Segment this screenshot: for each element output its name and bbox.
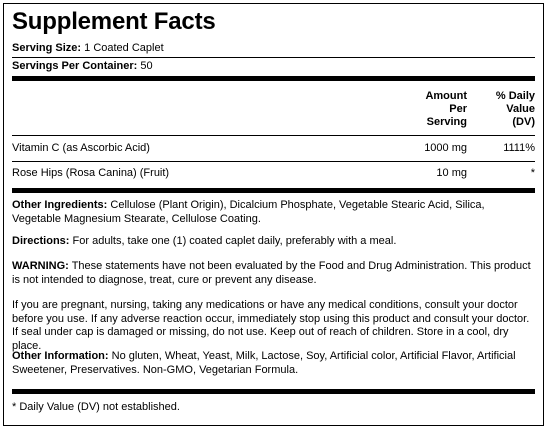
other-ingredients [12, 199, 531, 226]
other-ingredients-text: Cellulose (Plant Origin), Dicalcium Phosphate, Vegetable Stearic Acid, Silica, Vegetable Magnesium Stearate, Cellulose Coating. [12, 199, 485, 225]
dv-header-line: % Daily [495, 90, 535, 102]
caution-text: If you are pregnant, nursing, taking any medications or have any medical conditions, consult your doctor before you use. If any adverse reaction occur, immediately stop using this product and consult your doctor. If seal under cap is damaged or missing, do not use. Keep out of reach of children. Store in a cool, dry place. [12, 299, 530, 352]
nutrient-daily-value: * [530, 167, 535, 179]
warning [12, 260, 531, 287]
footnote: * Daily Value (DV) not established. [12, 401, 180, 413]
other-information [12, 350, 531, 377]
divider [12, 135, 535, 136]
warning-text: These statements have not been evaluated by the Food and Drug Administration. This product is not intended to diagnose, treat, cure or prevent any disease. [12, 260, 531, 286]
label-inner [12, 4, 535, 425]
directions-text: For adults, take one (1) coated caplet daily, preferably with a meal. [72, 235, 397, 247]
directions-label: Directions: [12, 235, 70, 247]
serving-size [12, 42, 164, 54]
amount-header-line: Per [449, 103, 467, 115]
serving-size-label: Serving Size: [12, 42, 82, 54]
divider [12, 161, 535, 162]
nutrient-name: Vitamin C (as Ascorbic Acid) [12, 142, 150, 154]
nutrient-daily-value: 1111% [503, 142, 535, 154]
daily-value-header [475, 90, 535, 129]
supplement-facts-label [3, 3, 544, 426]
thick-divider [12, 76, 535, 81]
servings-per-container-value: 50 [140, 60, 153, 72]
amount-header-line: Serving [426, 116, 467, 128]
other-information-text: No gluten, Wheat, Yeast, Milk, Lactose, Soy, Artificial color, Artificial Flavor, Artificial Sweetener, Preservatives. Non-GMO, Vegetarian Formula. [12, 350, 516, 376]
thick-divider [12, 188, 535, 193]
amount-header-line: Amount [425, 90, 467, 102]
dv-header-line: Value [506, 103, 535, 115]
warning-label: WARNING: [12, 260, 69, 272]
directions [12, 235, 531, 249]
servings-per-container-label: Servings Per Container: [12, 60, 138, 72]
serving-size-value: 1 Coated Caplet [84, 42, 164, 54]
nutrient-amount: 10 mg [436, 167, 467, 179]
divider [12, 57, 535, 58]
thick-divider [12, 389, 535, 394]
nutrient-row [12, 141, 535, 155]
dv-header-line: (DV) [512, 116, 535, 128]
nutrient-amount: 1000 mg [424, 142, 467, 154]
nutrient-row [12, 166, 535, 180]
servings-per-container [12, 60, 153, 72]
other-ingredients-label: Other Ingredients: [12, 199, 108, 211]
nutrient-name: Rose Hips (Rosa Canina) (Fruit) [12, 167, 170, 179]
amount-per-serving-header [397, 90, 467, 129]
label-title: Supplement Facts [12, 8, 216, 35]
other-information-label: Other Information: [12, 350, 109, 362]
